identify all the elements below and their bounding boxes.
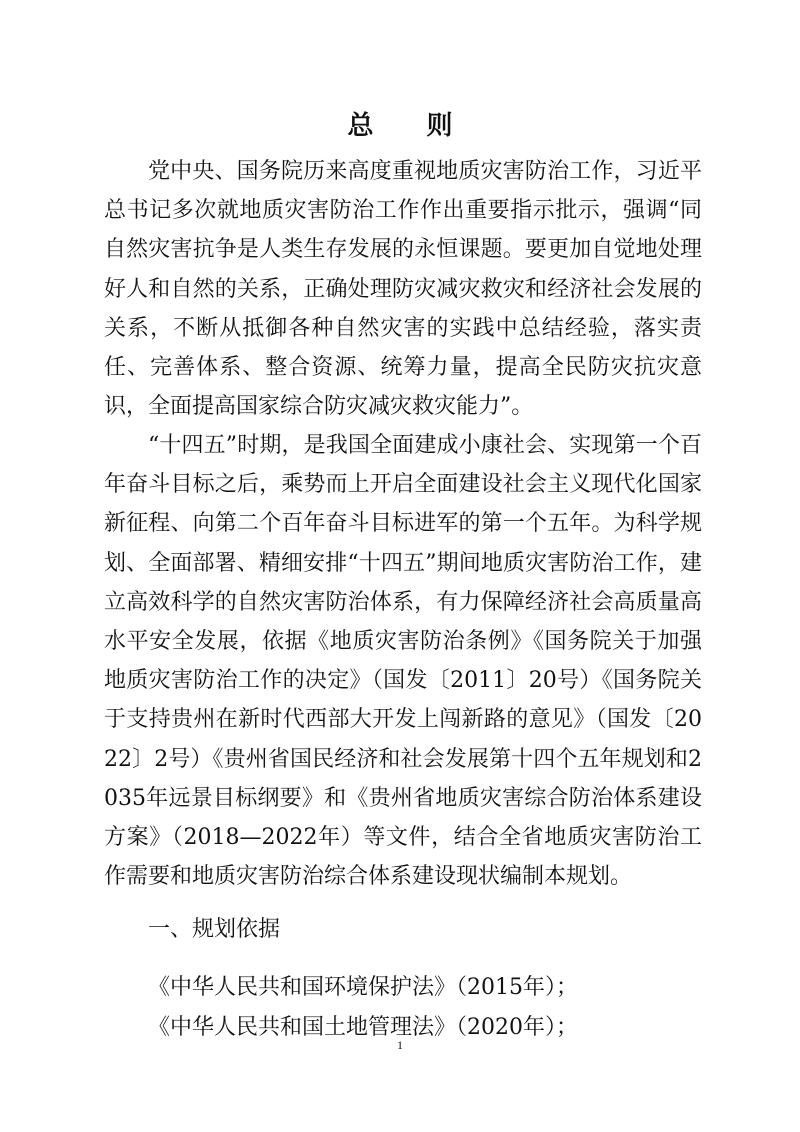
document-body xyxy=(104,152,702,1048)
body-paragraph: “十四五”时期，是我国全面建成小康社会、实现第一个百年奋斗目标之后，乘势而上开启全面建设社会主义现代化国家新征程、向第二个百年奋斗目标进军的第一个五年。为科学规划、全面部署、精细安排“十四五”期间地质灾害防治工作，建立高效科学的自然灾害防治体系，有力保障经济社会高质量高水平安全发展，依据《地质灾害防治条例》《国务院关于加强地质灾害防治工作的决定》（国发〔2011〕20号）《国务院关于支持贵州在新时代西部大开发上闯新路的意见》（国发〔2022〕2号）《贵州省国民经济和社会发展第十四个五年规划和2035年远景目标纲要》和《贵州省地质灾害综合防治体系建设方案》（2018—2022年）等文件，结合全省地质灾害防治工作需要和地质灾害防治综合体系建设现状编制本规划。 xyxy=(104,433,702,890)
page-number: 1 xyxy=(397,1038,403,1052)
body-paragraph: 党中央、国务院历来高度重视地质灾害防治工作，习近平总书记多次就地质灾害防治工作作出重要指示批示，强调“同自然灾害抗争是人类生存发展的永恒课题。要更加自觉地处理好人和自然的关系，正确处理防灾减灾救灾和经济社会发展的关系，不断从抵御各种自然灾害的实践中总结经验，落实责任、完善体系、整合资源、统筹力量，提高全民防灾抗灾意识，全面提高国家综合防灾减灾救灾能力”。 xyxy=(104,159,702,420)
page-title: 总 则 xyxy=(347,111,475,141)
law-list-item: 《中华人民共和国环境保护法》（2015年）； xyxy=(148,975,578,1000)
law-list-item: 《中华人民共和国土地管理法》（2020年）； xyxy=(148,1015,578,1040)
section-heading: 一、规划依据 xyxy=(148,917,281,942)
